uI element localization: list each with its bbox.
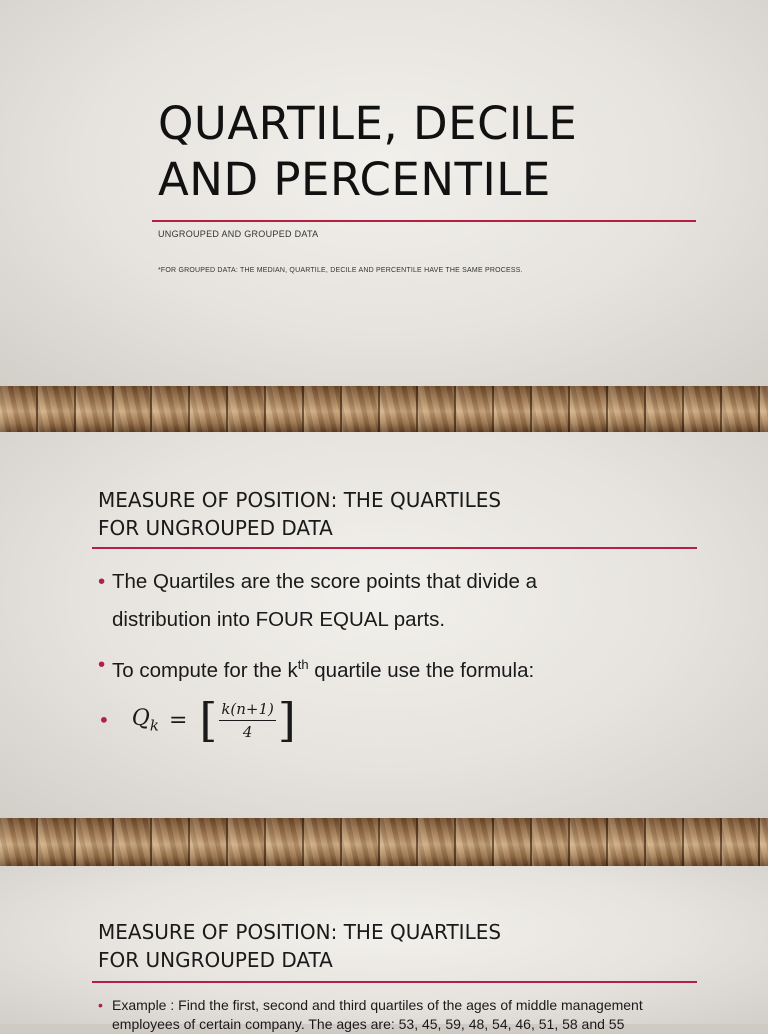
bullet-formula-intro-post: quartile use the formula: [308, 658, 535, 682]
grouped-data-note: *FOR GROUPED DATA: THE MEDIAN, QUARTILE, DECILE AND PERCENTILE HAVE THE SAME PROCESS. [158, 267, 523, 274]
quartile-formula [98, 693, 296, 747]
slide-title-heading [158, 96, 577, 208]
title-line-2: AND PERCENTILE [158, 153, 551, 206]
left-bracket: [ [199, 693, 218, 747]
formula-subscript-k: k [149, 716, 159, 735]
slide-title [0, 0, 768, 386]
bullet-example [98, 996, 678, 1034]
formula-bullet: • [98, 708, 110, 732]
bullet-formula-intro-pre: To compute for the k [112, 658, 298, 682]
bullet-formula-intro [98, 646, 638, 690]
slide3-heading-line-2: FOR UNGROUPED DATA [98, 948, 333, 972]
slide2-heading-line-1: MEASURE OF POSITION: THE QUARTILES [98, 488, 502, 512]
right-bracket: ] [277, 693, 296, 747]
formula-fraction [219, 700, 276, 741]
wood-floor-2 [0, 818, 768, 866]
slide2-heading [98, 486, 501, 542]
bullet-quartile-definition [98, 563, 638, 639]
title-divider [152, 220, 696, 222]
slide2-bullets [98, 563, 638, 697]
subtitle: UNGROUPED AND GROUPED DATA [158, 229, 319, 239]
bullet-example-text: Example : Find the first, second and third quartiles of the ages of middle management employees of certain company. The ages are: 53, 45, 59, 48, 54, 46, 51, 58 and 55 [112, 997, 643, 1032]
slide3-heading [98, 918, 501, 974]
formula-numerator: k(n+1) [219, 700, 276, 721]
formula-lhs [132, 706, 159, 734]
bullet-quartile-definition-text: The Quartiles are the score points that divide a distribution into FOUR EQUAL parts. [112, 570, 538, 631]
title-line-1: QUARTILE, DECILE [158, 97, 578, 150]
slide3-divider [92, 981, 697, 983]
formula-denominator: 4 [242, 722, 253, 741]
formula-q: Q [131, 705, 150, 731]
slide2-divider [92, 547, 697, 549]
formula-equals: = [168, 707, 188, 733]
superscript-th: th [297, 657, 309, 672]
slide3-bullets [98, 996, 678, 1034]
slide2-heading-line-2: FOR UNGROUPED DATA [98, 516, 333, 540]
wood-floor-1 [0, 386, 768, 432]
slide3-heading-line-1: MEASURE OF POSITION: THE QUARTILES [98, 920, 502, 944]
